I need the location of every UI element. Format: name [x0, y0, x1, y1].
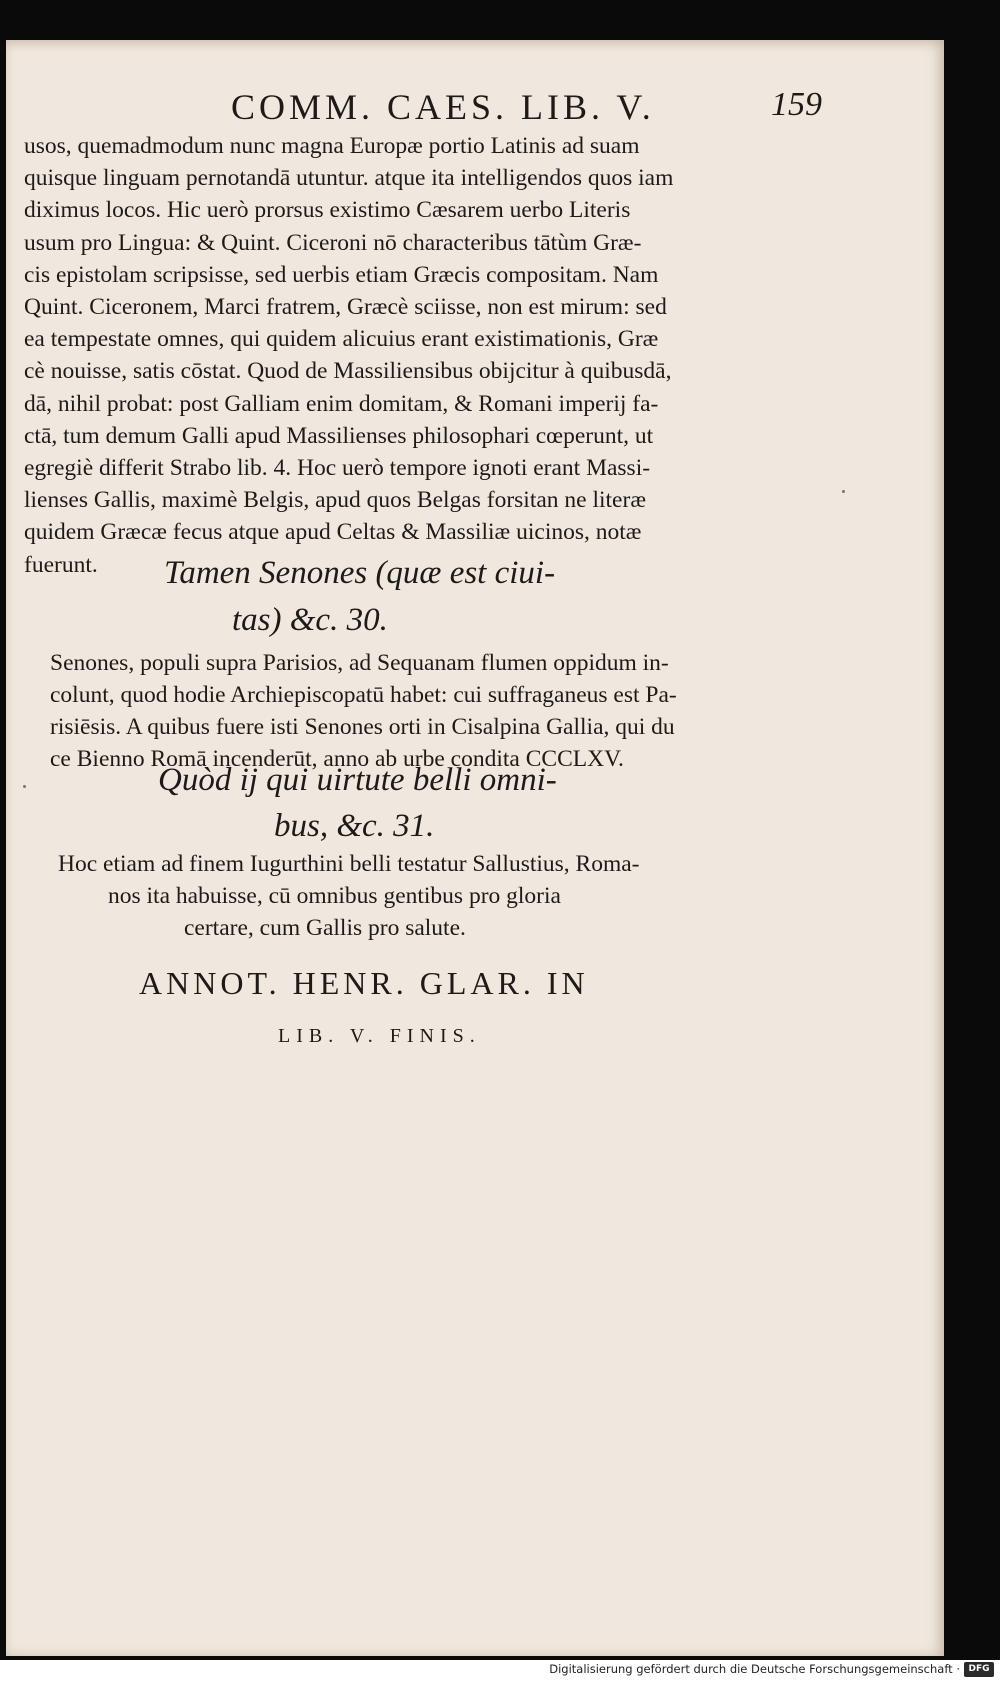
text-line: quidem Græcæ fecus atque apud Celtas & Massiliæ uicinos, notæ [24, 519, 642, 546]
text-line: certare, cum Gallis pro salute. [184, 915, 466, 941]
text-line: cis epistolam scripsisse, sed uerbis etiam Græcis compositam. Nam [24, 261, 659, 288]
text-line: lienses Gallis, maximè Belgis, apud quos Belgas forsitan ne literæ [24, 487, 646, 514]
text-line: egregiè differit Strabo lib. 4. Hoc uerò tempore ignoti erant Massi- [24, 455, 651, 482]
dfg-logo: DFG [964, 1662, 994, 1677]
paper-speck [842, 490, 845, 493]
digitization-footer [0, 1660, 1000, 1681]
text-line: ce Bienno Romā incenderūt, anno ab urbe condita CCCLXV. [50, 746, 624, 772]
text-line: Quint. Ciceronem, Marci fratrem, Græcè sciisse, non est mirum: sed [24, 294, 667, 321]
funding-credit: Digitalisierung gefördert durch die Deutsche Forschungsgemeinschaft · [549, 1662, 960, 1676]
text-line: Senones, populi supra Parisios, ad Sequanam flumen oppidum in- [50, 650, 669, 676]
text-line: ctā, tum demum Galli apud Massilienses philosophari cœperunt, ut [24, 422, 654, 449]
lemma-heading-31: Quòd ij qui uirtute belli omni- [158, 762, 557, 798]
text-line: dā, nihil probat: post Galliam enim domitam, & Romani imperij fa- [24, 390, 659, 417]
text-line: cè nouisse, satis cōstat. Quod de Massiliensibus obijcitur à quibusdā, [24, 358, 672, 385]
page-number: 159 [771, 86, 822, 123]
lemma-heading-30-continued: tas) &c. 30. [232, 602, 388, 638]
text-line: nos ita habuisse, cū omnibus gentibus pro gloria [108, 883, 561, 909]
text-line: quisque linguam pernotandā utuntur. atque ita intelligendos quos iam [24, 165, 674, 192]
commentary-sallustius [58, 848, 778, 944]
text-line: colunt, quod hodie Archiepiscopatū habet: cui suffraganeus est Pa- [50, 682, 677, 708]
text-line: usum pro Lingua: & Quint. Ciceroni nō characteribus tātùm Græ- [24, 229, 642, 256]
colophon-finis: LIB. V. FINIS. [278, 1025, 481, 1047]
running-head: COMM. CAES. LIB. V. [231, 87, 655, 127]
commentary-senones [50, 647, 830, 775]
text-line: ea tempestate omnes, qui quidem alicuius erant existimationis, Græ [24, 326, 659, 353]
lemma-heading-31-continued: bus, &c. 31. [274, 808, 435, 844]
text-line: risiēsis. A quibus fuere isti Senones orti in Cisalpina Gallia, qui du [50, 714, 675, 740]
paper-speck [23, 785, 26, 788]
text-line: diximus locos. Hic uerò prorsus existimo Cæsarem uerbo Literis [24, 197, 631, 224]
text-line: fuerunt. [24, 551, 98, 578]
main-text-block [24, 130, 834, 581]
book-page [6, 40, 944, 1656]
lemma-heading-30: Tamen Senones (quæ est ciui- [164, 555, 556, 591]
colophon-title: ANNOT. HENR. GLAR. IN [139, 965, 589, 1001]
text-line: Hoc etiam ad finem Iugurthini belli testatur Sallustius, Roma- [58, 851, 640, 877]
text-line: usos, quemadmodum nunc magna Europæ portio Latinis ad suam [24, 133, 640, 159]
